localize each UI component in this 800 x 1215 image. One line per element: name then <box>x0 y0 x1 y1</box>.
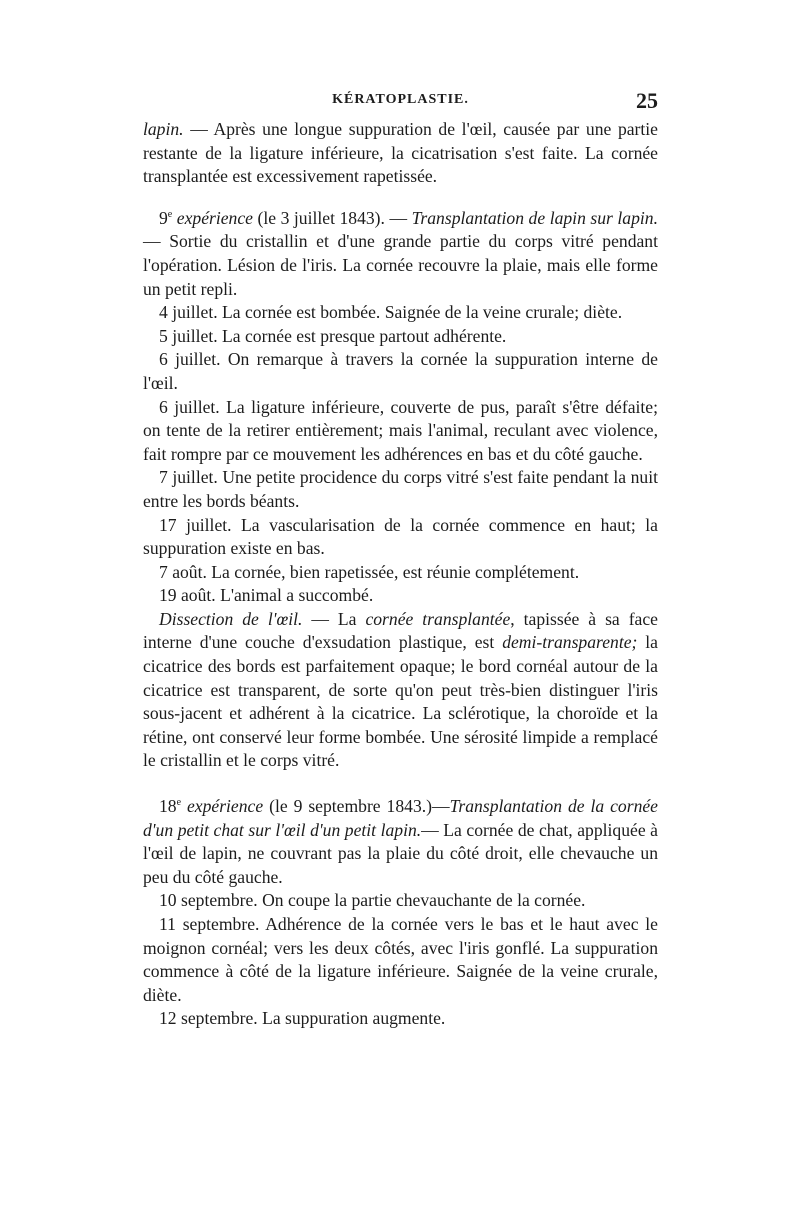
paragraph <box>143 608 658 773</box>
paragraph <box>143 348 658 395</box>
italic-text: expérience <box>181 796 264 817</box>
page-body <box>143 118 658 1031</box>
paragraph <box>143 584 658 608</box>
superscript: e <box>176 797 182 809</box>
paragraph <box>143 1007 658 1031</box>
paragraph <box>143 561 658 585</box>
italic-text: cornée transplantée <box>365 608 511 629</box>
text-run: 7 août. La cornée, bien rapetissée, est réunie complétement. <box>159 561 580 582</box>
book-page <box>143 88 658 1031</box>
text-run: — La cornée de chat, appliquée à l'œil de lapin, ne couvrant pas la plaie du côté droit, elle chevauche un peu du côté gauche. <box>143 819 658 887</box>
text-run: — Après une longue suppuration de l'œil, causée par une partie restante de la ligature inférieure, la cicatrisation s'est faite. La cornée transplantée est excessivement rapetissée. <box>143 119 658 187</box>
page-header <box>143 88 658 118</box>
page-number: 25 <box>636 88 658 113</box>
paragraph <box>143 514 658 561</box>
paragraph <box>143 466 658 513</box>
text-run: 5 juillet. La cornée est presque partout adhérente. <box>159 325 507 346</box>
paragraph <box>143 118 658 189</box>
text-run: 12 septembre. La suppuration augmente. <box>159 1008 446 1029</box>
running-title: KÉRATOPLASTIE. <box>332 92 469 107</box>
text-run: 17 juillet. La vascularisation de la cornée commence en haut; la suppuration existe en bas. <box>143 514 658 559</box>
paragraph <box>143 301 658 325</box>
superscript: e <box>167 208 173 220</box>
text-run: , tapissée à sa face interne d'une couche d'exsudation plastique, est <box>143 608 658 653</box>
text-run: — Sortie du cristallin et d'une grande partie du corps vitré pendant l'opération. Lésion de l'iris. La cornée recouvre la plaie, mais elle forme un petit repli. <box>143 231 658 299</box>
text-run: 18 <box>159 796 177 817</box>
paragraph <box>143 889 658 913</box>
text-run: 6 juillet. La ligature inférieure, couverte de pus, paraît s'être défaite; on tente de la retirer entièrement; mais l'animal, reculant avec violence, fait rompre par ce mouvement les adhérences en bas et du côté gauche. <box>143 396 658 464</box>
text-run: 4 juillet. La cornée est bombée. Saignée de la veine crurale; diète. <box>159 302 623 323</box>
text-run: la cicatrice des bords est parfaitement opaque; le bord cornéal autour de la cicatrice est transparent, de sorte qu'on peut très-bien distinguer l'iris sous-jacent et adhérent à la cicatrice. La sclérotique, la choroïde et la rétine, ont conservé leur forme bombée. Une sérosité limpide a remplacé le cristallin et le corps vitré. <box>143 632 658 771</box>
text-run: — La <box>302 608 366 629</box>
paragraph <box>143 913 658 1007</box>
italic-text: Transplantation de la cornée d'un petit chat sur l'œil d'un petit lapin. <box>143 796 658 840</box>
text-run: 6 juillet. On remarque à travers la cornée la suppuration interne de l'œil. <box>143 349 658 393</box>
italic-text: demi-transparente; <box>502 632 638 653</box>
text-run: (le 9 septembre 1843.)— <box>263 796 450 817</box>
text-run: 19 août. L'animal a succombé. <box>159 585 374 606</box>
italic-text: Dissection de l'œil. <box>159 608 303 629</box>
paragraph <box>143 325 658 349</box>
paragraph <box>143 795 658 889</box>
italic-text: Transplantation de lapin sur lapin. <box>411 207 658 228</box>
italic-text: expérience <box>172 207 253 228</box>
text-run: 11 septembre. Adhérence de la cornée vers le bas et le haut avec le moignon cornéal; vers les deux côtés, avec l'iris gonflé. La suppuration commence à côté de la ligature inférieure. Saignée de la veine crurale, diète. <box>143 914 658 1005</box>
italic-text: lapin. <box>143 119 184 139</box>
paragraph <box>143 207 658 301</box>
text-run: 10 septembre. On coupe la partie chevauchante de la cornée. <box>159 890 586 911</box>
text-run: 7 juillet. Une petite procidence du corps vitré s'est faite pendant la nuit entre les bords béants. <box>143 467 658 511</box>
text-run: 9 <box>159 207 168 228</box>
text-run: (le 3 juillet 1843). — <box>252 207 412 228</box>
paragraph <box>143 396 658 467</box>
